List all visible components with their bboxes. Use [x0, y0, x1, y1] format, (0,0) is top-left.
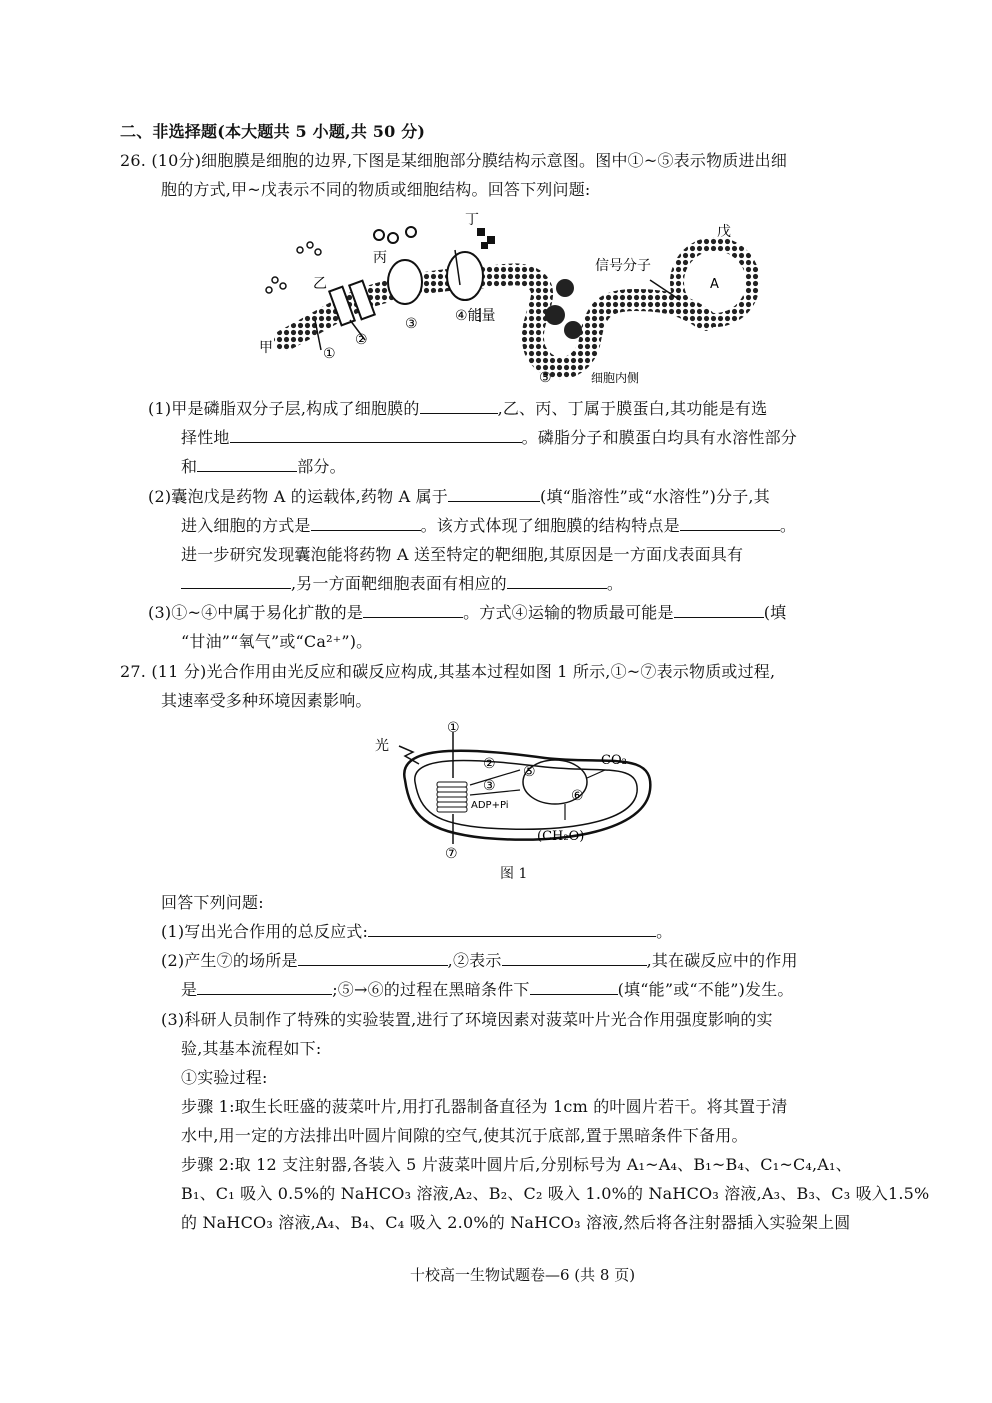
answer-blank[interactable]	[680, 516, 780, 531]
page-footer: 十校高一生物试题卷—6 (共 8 页)	[410, 1266, 636, 1284]
q27-p3-line7: B₁、C₁ 吸入 0.5%的 NaHCO₃ 溶液,A₂、B₂、C₂ 吸入 1.0%的 NaHCO₃ 溶液,A₃、B₃、C₃ 吸入1.5%	[181, 1184, 930, 1203]
answer-blank[interactable]	[197, 457, 297, 472]
protein-ding	[447, 252, 483, 300]
answer-blank[interactable]	[448, 487, 540, 502]
q26-p2-line2: 进入细胞的方式是 。该方式体现了细胞膜的结构特点是 。	[181, 516, 797, 535]
q27-p1: (1)写出光合作用的总反应式: 。	[161, 922, 673, 941]
q26-p1-line2: 择性地 。磷脂分子和膜蛋白均具有水溶性部分	[181, 428, 798, 447]
q26-p1-line1: (1)甲是磷脂双分子层,构成了细胞膜的 ,乙、丙、丁属于膜蛋白,其功能是有选	[148, 399, 768, 418]
membrane-figure	[255, 210, 775, 390]
answer-blank[interactable]	[311, 516, 421, 531]
label-co2: CO₂	[601, 753, 627, 768]
label-bing: 丙	[373, 250, 387, 266]
protein-bing	[388, 260, 422, 304]
label-ding: 丁	[465, 212, 479, 228]
label-yi: 乙	[313, 276, 327, 292]
answer-blank[interactable]	[197, 980, 332, 995]
q27-intro-line2: 其速率受多种环境因素影响。	[161, 691, 372, 710]
q27-p3-line6: 步骤 2:取 12 支注射器,各装入 5 片菠菜叶圆片后,分别标号为 A₁~A₄、B₁~B₄、C₁~C₄,A₁、	[181, 1155, 852, 1174]
label-light: 光	[375, 738, 389, 754]
q26-p3-line1: (3)①~④中属于易化扩散的是 。方式④运输的物质最可能是 (填	[148, 603, 787, 622]
q27-p3-line2: 验,其基本流程如下:	[181, 1039, 322, 1058]
answer-blank[interactable]	[420, 399, 498, 414]
q27-p2-line2: 是 ;⑤→⑥的过程在黑暗条件下 (填“能”或“不能”)发生。	[181, 980, 794, 999]
q27-p3-line8: 的 NaHCO₃ 溶液,A₄、B₄、C₄ 吸入 2.0%的 NaHCO₃ 溶液,然后将各注射器插入实验架上圆	[181, 1213, 851, 1232]
q27-answer-prompt: 回答下列问题:	[161, 893, 264, 912]
q26-intro-line2: 胞的方式,甲~戊表示不同的物质或细胞结构。回答下列问题:	[161, 180, 591, 199]
answer-blank[interactable]	[368, 922, 656, 937]
answer-blank[interactable]	[181, 574, 291, 589]
section-title: 二、非选择题(本大题共 5 小题,共 50 分)	[120, 122, 426, 141]
label-ch2o: (CH₂O)	[537, 829, 585, 844]
q26-p2-line4: ,另一方面靶细胞表面有相应的 。	[181, 574, 623, 594]
label-c2: ②	[355, 332, 368, 348]
q26-p2-line1: (2)囊泡戊是药物 A 的运载体,药物 A 属于 (填“脂溶性”或“水溶性”)分子,其	[148, 487, 770, 506]
answer-blank[interactable]	[507, 574, 607, 589]
label-A: A	[710, 277, 719, 292]
label-c1: ①	[323, 346, 336, 362]
q27-p3-line5: 水中,用一定的方法排出叶圆片间隙的空气,使其沉于底部,置于黑暗条件下备用。	[181, 1126, 748, 1145]
label-inside: 细胞内侧	[591, 371, 640, 385]
chloroplast-figure	[365, 720, 665, 860]
label-c6: ⑥	[571, 788, 584, 804]
q26-p2-line3: 进一步研究发现囊泡能将药物 A 送至特定的靶细胞,其原因是一方面戊表面具有	[181, 545, 744, 564]
label-c5: ⑤	[539, 370, 552, 386]
q27-p3-line4: 步骤 1:取生长旺盛的菠菜叶片,用打孔器制备直径为 1cm 的叶圆片若干。将其置于清	[181, 1097, 788, 1116]
q26-p1-line3: 和 部分。	[181, 457, 346, 476]
answer-blank[interactable]	[674, 603, 764, 618]
label-c3: ③	[483, 778, 496, 794]
label-signal: 信号分子	[595, 258, 651, 274]
label-c5: ⑤	[523, 764, 536, 780]
answer-blank[interactable]	[363, 603, 463, 618]
q27-p2-line1: (2)产生⑦的场所是 ,②表示 ,其在碳反应中的作用	[161, 951, 798, 970]
label-c3: ③	[405, 316, 418, 332]
label-c1: ①	[447, 720, 460, 736]
label-c2: ②	[483, 756, 496, 772]
q26-intro-line1: 26. (10分)细胞膜是细胞的边界,下图是某细胞部分膜结构示意图。图中①~⑤表示物质进出细	[120, 151, 788, 170]
label-adp: ADP+Pi	[471, 800, 509, 811]
label-wu: 戊	[717, 224, 731, 240]
label-c4-energy: ④能量	[455, 308, 496, 324]
figure-1-caption: 图 1	[500, 866, 528, 882]
q27-p3-line3: ①实验过程:	[181, 1068, 268, 1087]
q26-p3-line2: “甘油”“氧气”或“Ca²⁺”)。	[181, 632, 373, 651]
answer-blank[interactable]	[530, 980, 618, 995]
label-jia: 甲	[259, 340, 273, 356]
answer-blank[interactable]	[502, 951, 647, 966]
label-c7: ⑦	[445, 846, 458, 860]
q27-p3-line1: (3)科研人员制作了特殊的实验装置,进行了环境因素对菠菜叶片光合作用强度影响的实	[161, 1010, 773, 1029]
answer-blank[interactable]	[230, 428, 522, 443]
answer-blank[interactable]	[298, 951, 448, 966]
thylakoid-stack	[437, 782, 467, 812]
q27-intro-line1: 27. (11 分)光合作用由光反应和碳反应构成,其基本过程如图 1 所示,①~⑦表示物质或过程,	[120, 662, 776, 681]
